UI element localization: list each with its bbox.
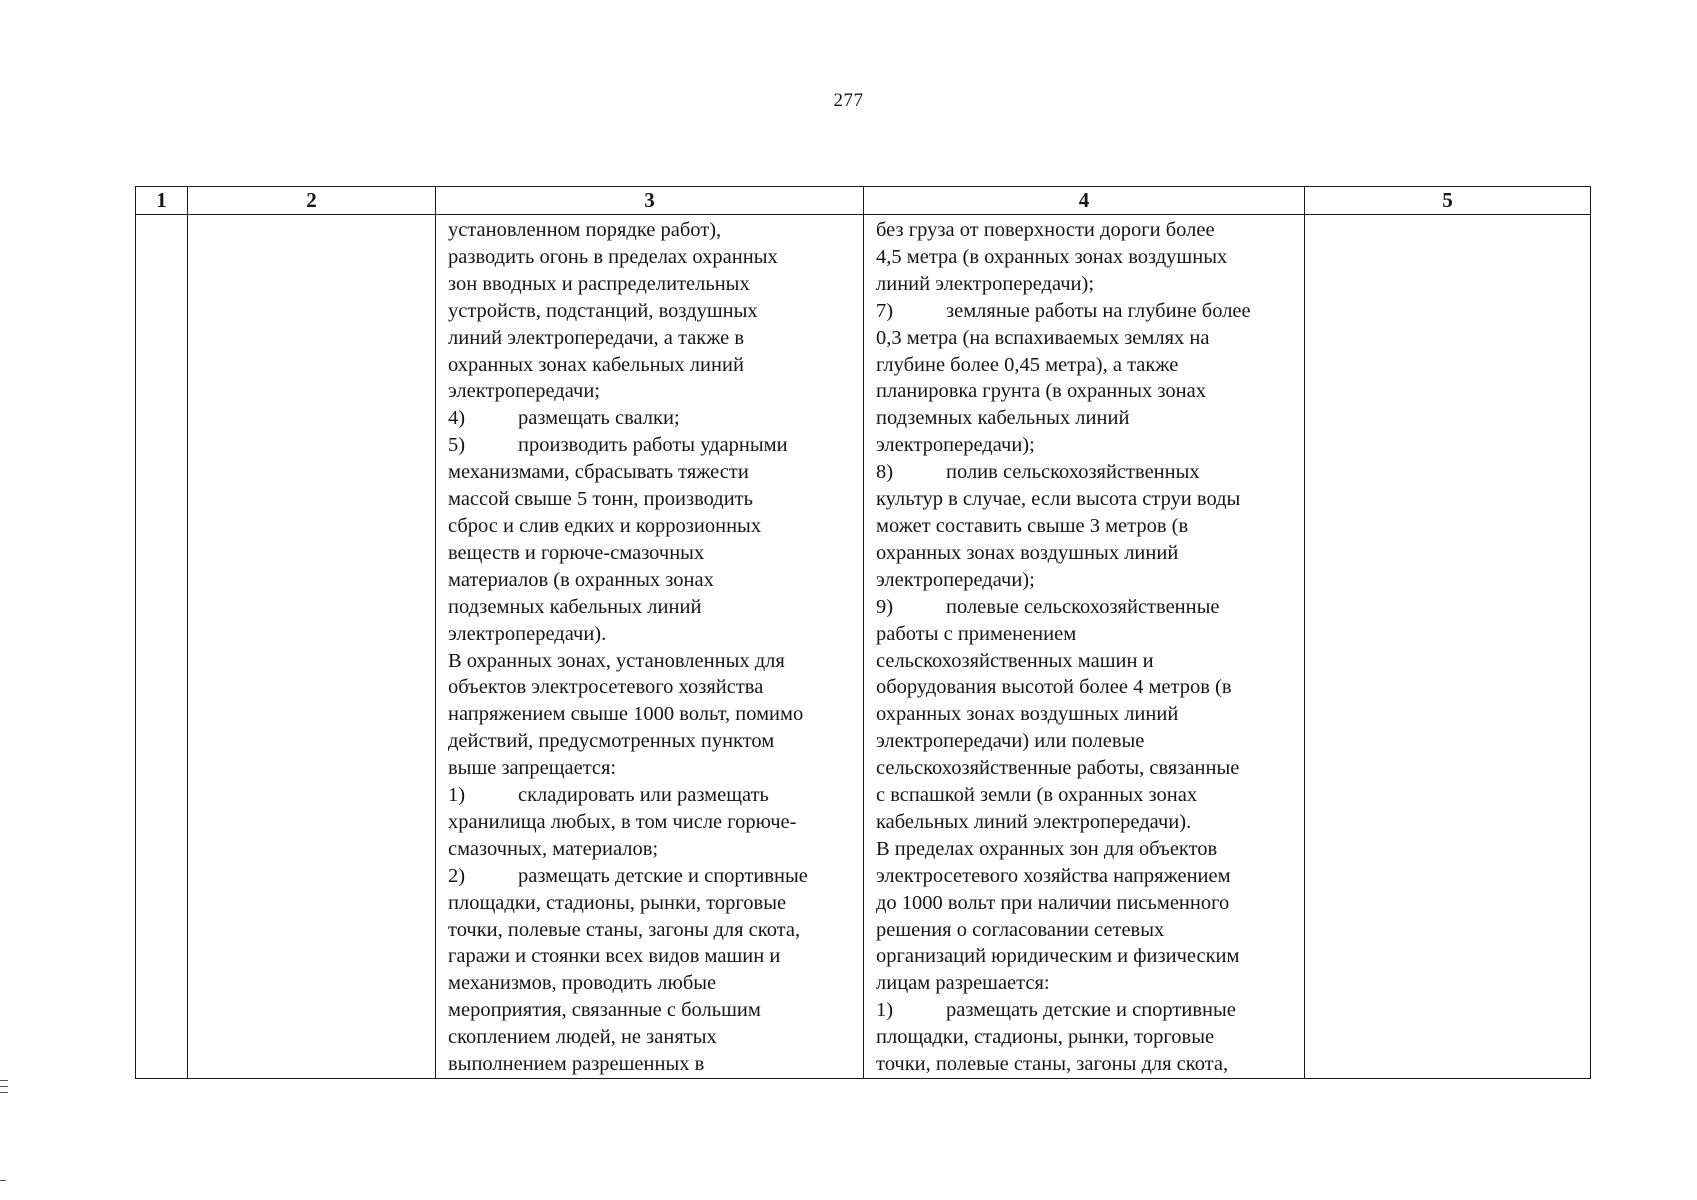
text-line: выполнением разрешенных в: [448, 1053, 705, 1076]
text-line: подземных кабельных линий: [448, 595, 702, 618]
list-item-number: 1): [876, 999, 894, 1022]
column-header-1: 1: [136, 187, 188, 215]
text-line: скоплением людей, не занятых: [448, 1026, 717, 1049]
col4-text: [864, 215, 1304, 1078]
list-item-text: полевые сельскохозяйственные: [946, 595, 1220, 618]
text-line: электропередачи);: [876, 434, 1035, 457]
text-line: решения о согласовании сетевых: [876, 918, 1165, 941]
column-header-5: 5: [1305, 187, 1591, 215]
text-line: с вспашкой земли (в охранных зонах: [876, 784, 1198, 807]
text-line: работы с применением: [876, 622, 1077, 645]
text-line: охранных зонах воздушных линий: [876, 703, 1179, 726]
text-line: электропередачи;: [448, 380, 600, 403]
text-line: объектов электросетевого хозяйства: [448, 676, 764, 699]
text-line: подземных кабельных линий: [876, 407, 1130, 430]
text-line: [876, 298, 1296, 325]
cell-col-3: [436, 215, 864, 1079]
text-line: площадки, стадионы, рынки, торговые: [448, 891, 787, 914]
text-line: до 1000 вольт при наличии письменного: [876, 891, 1230, 914]
text-line: смазочных, материалов;: [448, 837, 659, 860]
column-header-2: 2: [188, 187, 436, 215]
text-line: выше запрещается:: [448, 757, 617, 780]
text-line: зон вводных и распределительных: [448, 272, 750, 295]
column-header-3: 3: [436, 187, 864, 215]
text-line: установленном порядке работ),: [448, 219, 722, 241]
text-line: планировка грунта (в охранных зонах: [876, 380, 1206, 403]
text-line: без груза от поверхности дороги более: [876, 219, 1215, 241]
text-line: площадки, стадионы, рынки, торговые: [876, 1026, 1215, 1049]
list-item-number: 7): [876, 299, 894, 322]
list-item-number: 2): [448, 864, 466, 887]
text-line: глубине более 0,45 метра), а также: [876, 353, 1179, 376]
text-line: оборудования высотой более 4 метров (в: [876, 676, 1232, 699]
text-line: массой свыше 5 тонн, производить: [448, 488, 753, 511]
list-item-number: 8): [876, 461, 894, 484]
cell-col-5: [1305, 215, 1591, 1079]
cell-col-1: [136, 215, 188, 1079]
text-line: 0,3 метра (на вспахиваемых землях на: [876, 326, 1210, 349]
text-line: может составить свыше 3 метров (в: [876, 514, 1189, 537]
text-line: [448, 863, 855, 890]
text-line: точки, полевые станы, загоны для скота,: [876, 1053, 1229, 1076]
text-line: [876, 997, 1296, 1024]
text-line: линий электропередачи);: [876, 272, 1095, 295]
text-line: [448, 405, 855, 432]
list-item-text: складировать или размещать: [518, 784, 769, 807]
cell-col-2: [188, 215, 436, 1079]
text-line: электропередачи);: [876, 568, 1035, 591]
list-item-number: 1): [448, 784, 466, 807]
text-line: точки, полевые станы, загоны для скота,: [448, 918, 801, 941]
list-item-number: 5): [448, 434, 466, 457]
text-line: хранилища любых, в том числе горюче-: [448, 810, 797, 833]
text-line: электросетевого хозяйства напряжением: [876, 864, 1231, 887]
regulation-table: [135, 186, 1591, 1079]
list-item-text: размещать свалки;: [518, 407, 680, 430]
list-item-text: размещать детские и спортивные: [946, 999, 1236, 1022]
text-line: охранных зонах кабельных линий: [448, 353, 744, 376]
list-item-text: земляные работы на глубине более: [946, 299, 1251, 322]
list-item-number: 4): [448, 407, 466, 430]
scan-margin-marks: [0, 1080, 10, 1190]
text-line: сельскохозяйственные работы, связанные: [876, 757, 1240, 780]
cell-col-4: [864, 215, 1305, 1079]
text-line: веществ и горюче-смазочных: [448, 541, 705, 564]
text-line: материалов (в охранных зонах: [448, 568, 714, 591]
text-line: линий электропередачи, а также в: [448, 326, 745, 349]
text-line: [876, 594, 1296, 621]
text-line: напряжением свыше 1000 вольт, помимо: [448, 703, 804, 726]
table-header-row: [136, 187, 1591, 215]
text-line: устройств, подстанций, воздушных: [448, 299, 758, 322]
text-line: сельскохозяйственных машин и: [876, 649, 1154, 672]
text-line: культур в случае, если высота струи воды: [876, 488, 1241, 511]
text-line: действий, предусмотренных пунктом: [448, 730, 775, 753]
text-line: разводить огонь в пределах охранных: [448, 245, 778, 268]
text-line: В охранных зонах, установленных для: [448, 649, 785, 672]
page-number: 277: [833, 90, 864, 111]
text-line: [448, 782, 855, 809]
column-header-4: 4: [864, 187, 1305, 215]
list-item-text: размещать детские и спортивные: [518, 864, 808, 887]
text-line: гаражи и стоянки всех видов машин и: [448, 945, 781, 968]
text-line: организаций юридическим и физическим: [876, 945, 1240, 968]
list-item-number: 9): [876, 595, 894, 618]
list-item-text: производить работы ударными: [518, 434, 788, 457]
text-line: механизмов, проводить любые: [448, 972, 717, 995]
col3-text: [436, 215, 863, 1078]
text-line: мероприятия, связанные с большим: [448, 999, 761, 1022]
text-line: кабельных линий электропередачи).: [876, 810, 1192, 833]
text-line: охранных зонах воздушных линий: [876, 541, 1179, 564]
text-line: В пределах охранных зон для объектов: [876, 837, 1218, 860]
text-line: электропередачи).: [448, 622, 607, 645]
text-line: механизмами, сбрасывать тяжести: [448, 461, 749, 484]
text-line: [876, 459, 1296, 486]
text-line: лицам разрешается:: [876, 972, 1050, 995]
text-line: электропередачи) или полевые: [876, 730, 1145, 753]
text-line: 4,5 метра (в охранных зонах воздушных: [876, 245, 1228, 268]
list-item-text: полив сельскохозяйственных: [946, 461, 1200, 484]
text-line: [448, 432, 855, 459]
text-line: сброс и слив едких и коррозионных: [448, 514, 762, 537]
table-row: [136, 215, 1591, 1079]
